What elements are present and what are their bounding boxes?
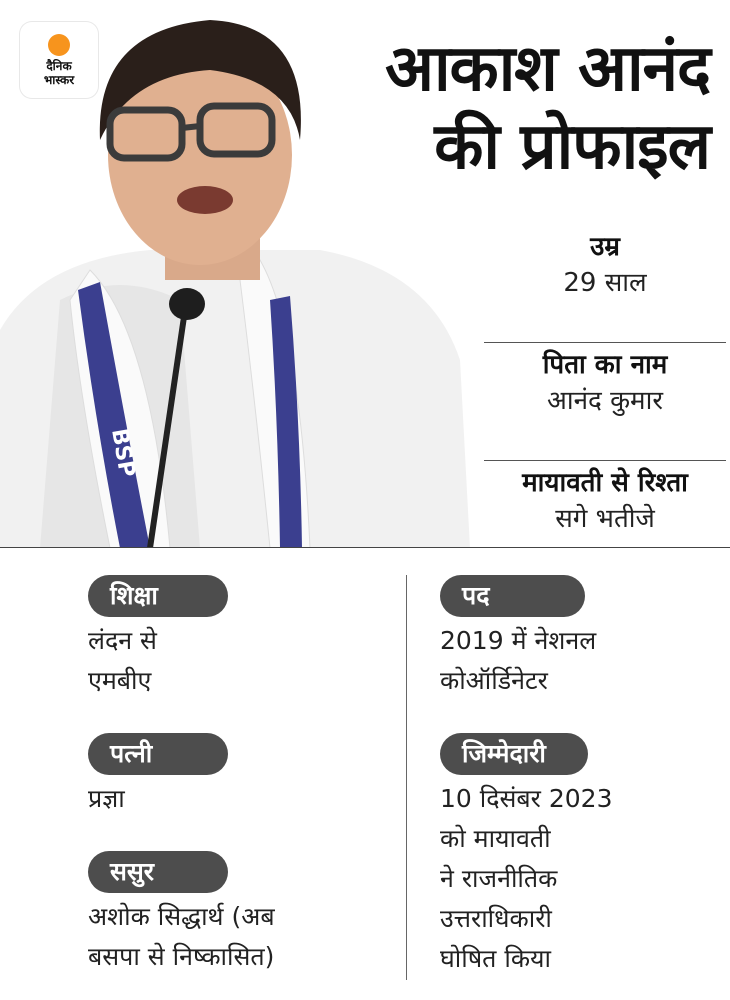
fact-father: [484, 343, 726, 461]
education-line-1: लंदन से: [88, 626, 157, 655]
sun-icon: [48, 34, 70, 56]
fact-value: सगे भतीजे: [555, 504, 655, 534]
dainik-bhaskar-logo: [20, 22, 98, 98]
responsibility-line-5: घोषित किया: [440, 944, 552, 973]
responsibility-line-4: उत्तराधिकारी: [440, 904, 552, 933]
responsibility-line-2: को मायावती: [440, 824, 551, 853]
post-block: [440, 575, 596, 701]
fact-label: पिता का नाम: [542, 350, 668, 380]
logo-line-1: दैनिक: [46, 58, 72, 73]
responsibility-pill: जिम्मेदारी: [440, 733, 588, 775]
quick-facts: [484, 225, 726, 579]
fact-label: मायावती से रिश्ता: [522, 468, 688, 498]
responsibility-block: [440, 733, 612, 979]
title-line-2: की प्रोफाइल: [434, 110, 710, 184]
education-pill: शिक्षा: [88, 575, 228, 617]
post-line-1: 2019 में नेशनल: [440, 626, 597, 655]
page-title: [385, 30, 710, 186]
section-divider: [0, 547, 730, 548]
column-divider: [406, 575, 407, 980]
fact-relation: [484, 461, 726, 579]
post-pill: पद: [440, 575, 585, 617]
education-line-2: एमबीए: [88, 666, 152, 695]
wife-pill: पत्नी: [88, 733, 228, 775]
father-in-law-line-2: बसपा से निष्कासित): [88, 942, 275, 971]
responsibility-line-1: 10 दिसंबर 2023: [440, 784, 613, 813]
post-line-2: कोऑर्डिनेटर: [440, 666, 548, 695]
title-line-1: आकाश आनंद: [385, 32, 710, 106]
stole-text: BSP: [106, 426, 140, 480]
father-in-law-block: [88, 851, 275, 977]
fact-age: [484, 225, 726, 343]
father-in-law-line-1: अशोक सिद्धार्थ (अब: [88, 902, 275, 931]
fact-value: आनंद कुमार: [547, 386, 663, 416]
logo-line-2: भास्कर: [43, 72, 75, 87]
fact-label: उम्र: [590, 232, 620, 262]
education-block: [88, 575, 228, 701]
father-in-law-pill: ससुर: [88, 851, 228, 893]
wife-name: प्रज्ञा: [88, 784, 125, 813]
fact-value: 29 साल: [563, 268, 647, 298]
wife-block: [88, 733, 228, 819]
responsibility-line-3: ने राजनीतिक: [440, 864, 558, 893]
